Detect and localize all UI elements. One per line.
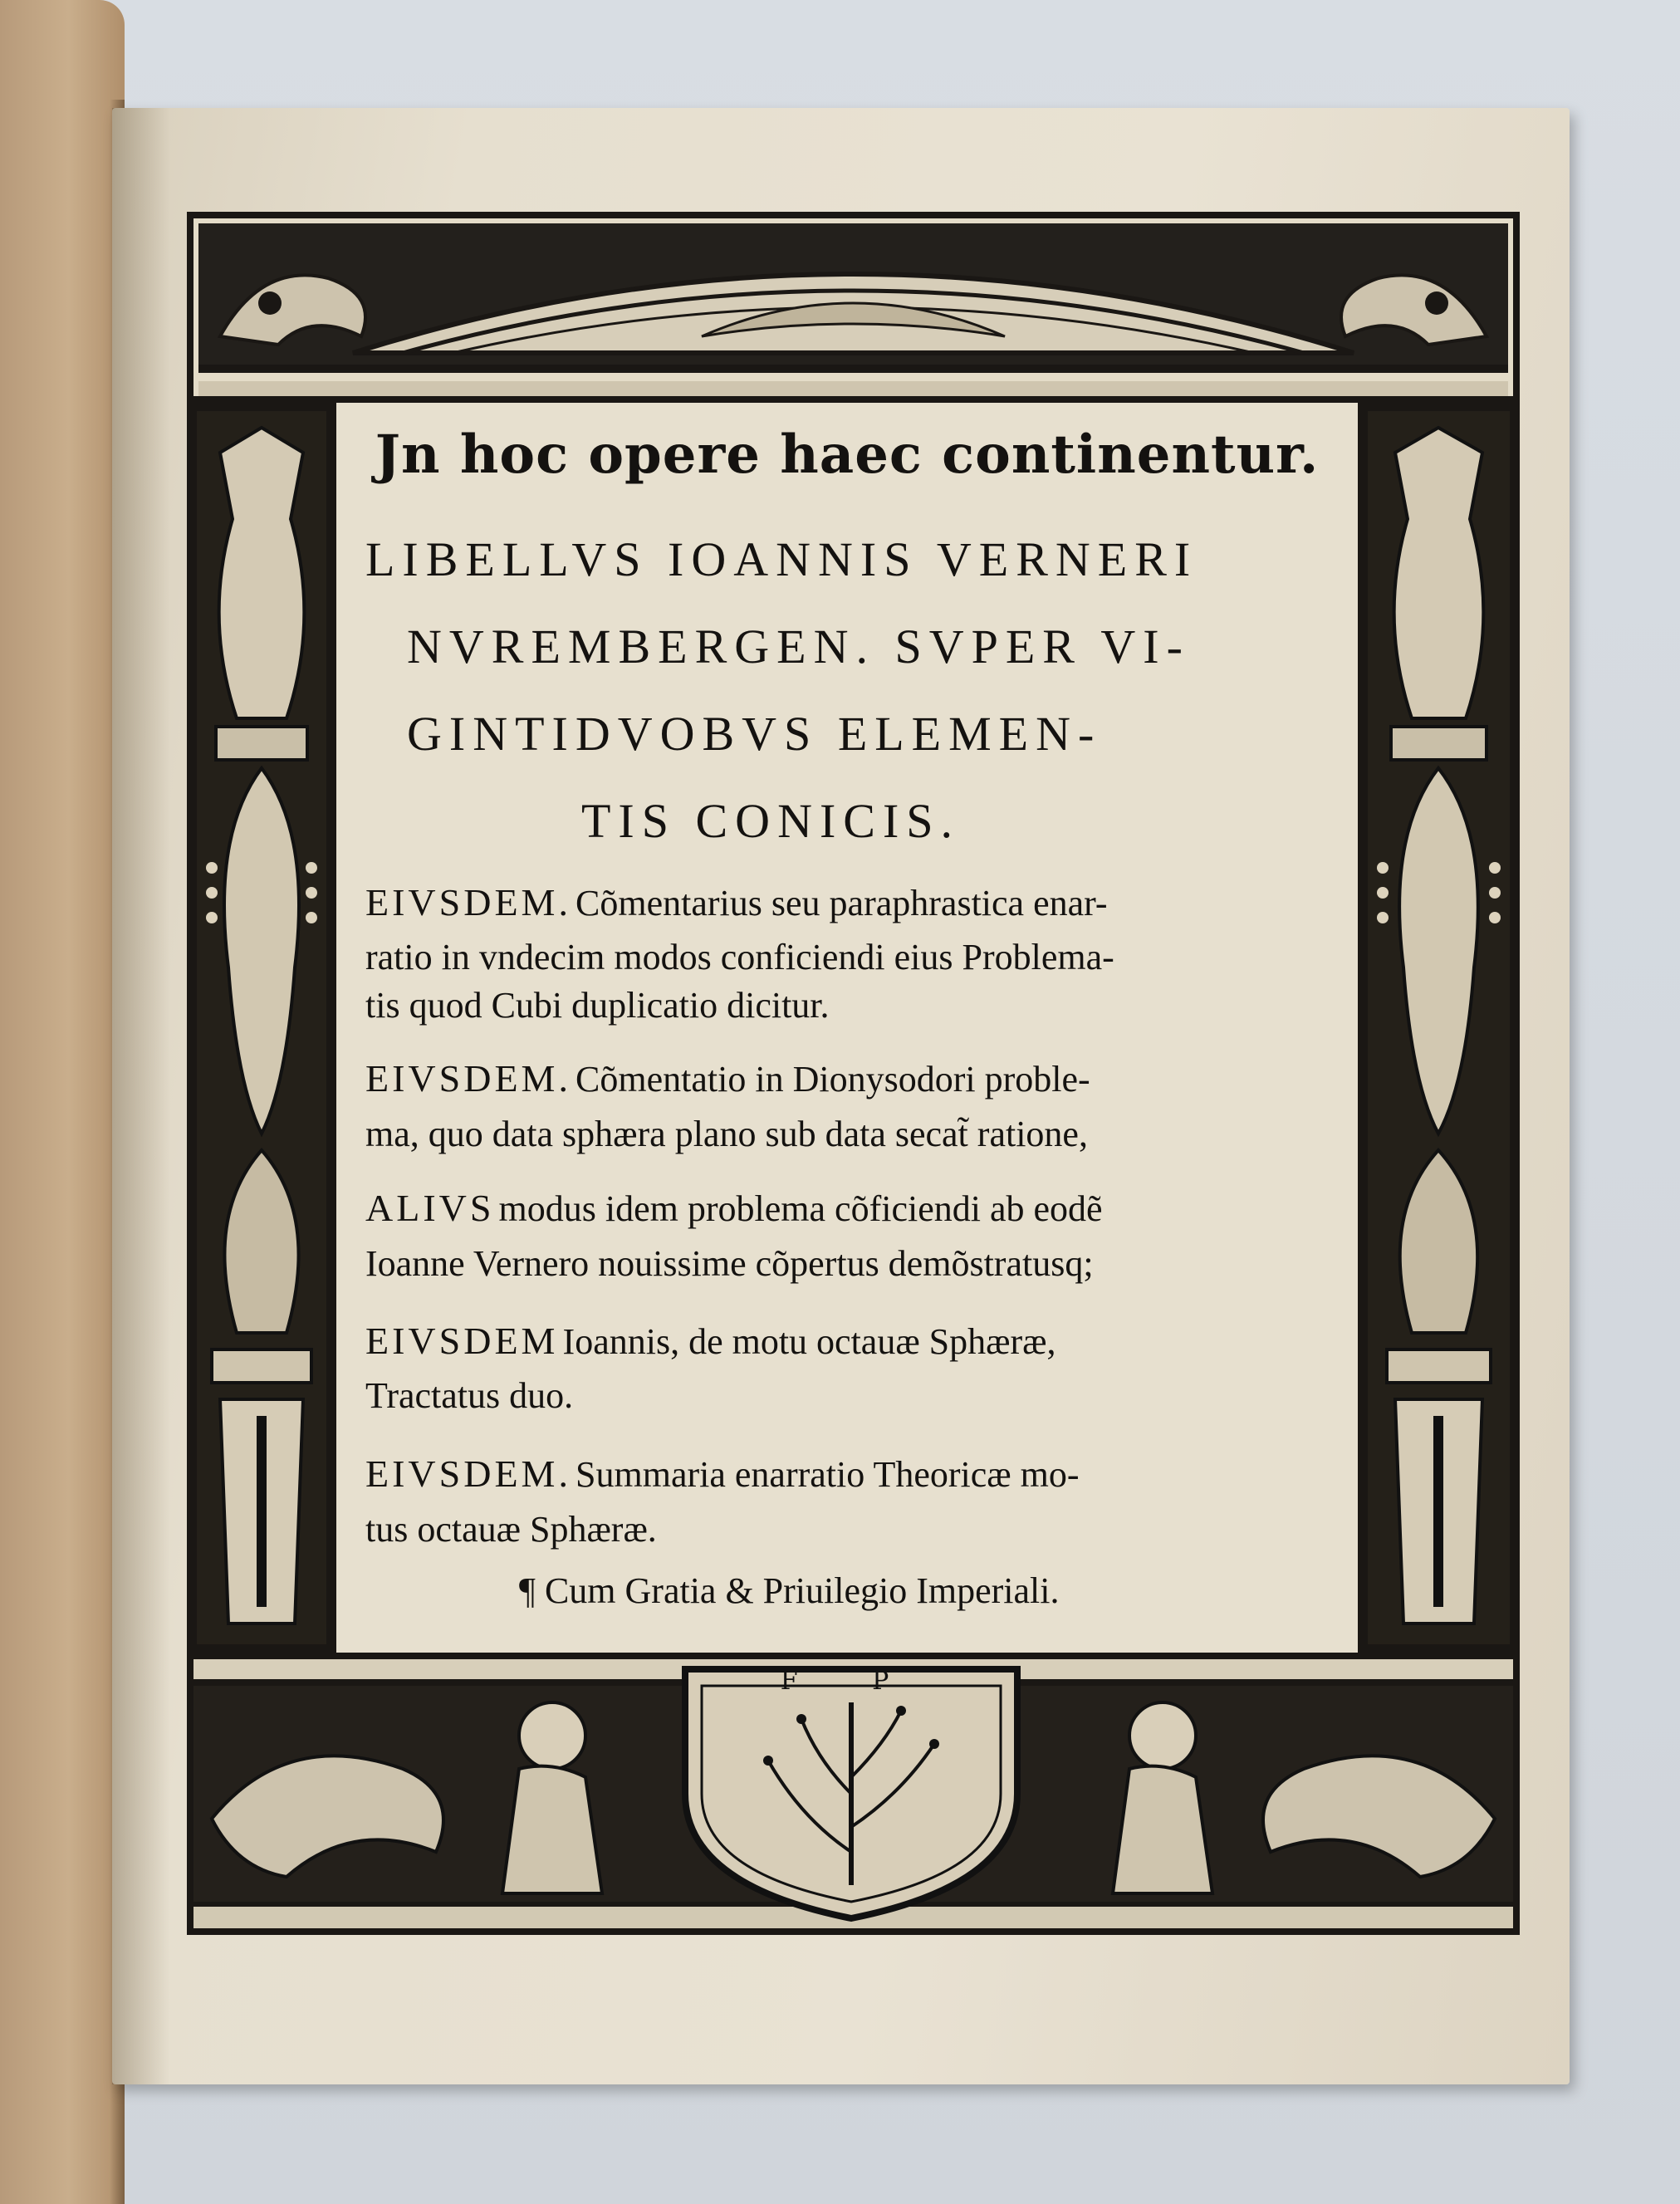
section-4-first-line (365, 1319, 1056, 1363)
section-1-line-2: ratio in vndecim modos conficiendi eius Problema- (365, 937, 1114, 977)
section-2-lead: EIVSDEM. (365, 1057, 571, 1100)
section-5-first: Summaria enarratio Theoricæ mo- (576, 1454, 1080, 1495)
libellus-line-1: LIBELLVS IOANNIS VERNERI (365, 532, 1198, 586)
section-3-first-line (365, 1186, 1103, 1230)
woodcut-right-column (1358, 403, 1520, 1653)
section-1-first: Cõmentarius seu paraphrastica enar- (576, 883, 1108, 923)
section-3-line-2: Ioanne Vernero nouissime cõpertus demõstratusq; (365, 1243, 1094, 1284)
section-1-line-3: tis quod Cubi duplicatio dicitur. (365, 985, 830, 1026)
section-3-first: modus idem problema cõficiendi ab eodẽ (498, 1188, 1103, 1229)
libellus-line-4: TIS CONICIS. (581, 794, 961, 848)
section-5-line-2: tus octauæ Sphæræ. (365, 1509, 657, 1550)
section-1-lead: EIVSDEM. (365, 881, 571, 923)
page-title: Jn hoc opere haec continentur. (375, 424, 1320, 486)
section-2-line-2: ma, quo data sphæra plano sub data secat̃ ratione, (365, 1114, 1088, 1154)
libellus-line-2: NVREMBERGEN. SVPER VI- (407, 620, 1190, 673)
woodcut-bottom-border (187, 1653, 1520, 1935)
section-5-lead: EIVSDEM. (365, 1452, 571, 1495)
section-3-lead: ALIVS (365, 1187, 495, 1229)
shield-monogram: F P (780, 1667, 923, 1696)
section-4-line-2: Tractatus duo. (365, 1375, 574, 1416)
libellus-line-3: GINTIDVOBVS ELEMEN- (407, 707, 1102, 761)
section-2-first-line (365, 1056, 1090, 1100)
section-4-lead: EIVSDEM (365, 1320, 559, 1362)
section-5-first-line (365, 1452, 1080, 1496)
section-4-first: Ioannis, de motu octauæ Sphæræ, (562, 1321, 1056, 1362)
book-cover-left (0, 0, 125, 2204)
woodcut-top-border (187, 212, 1520, 403)
section-2-first: Cõmentatio in Dionysodori proble- (576, 1059, 1090, 1100)
woodcut-left-column (187, 403, 336, 1653)
privilege-line: ¶ Cum Gratia & Priuilegio Imperiali. (519, 1570, 1060, 1611)
section-1-first-line (365, 880, 1108, 924)
